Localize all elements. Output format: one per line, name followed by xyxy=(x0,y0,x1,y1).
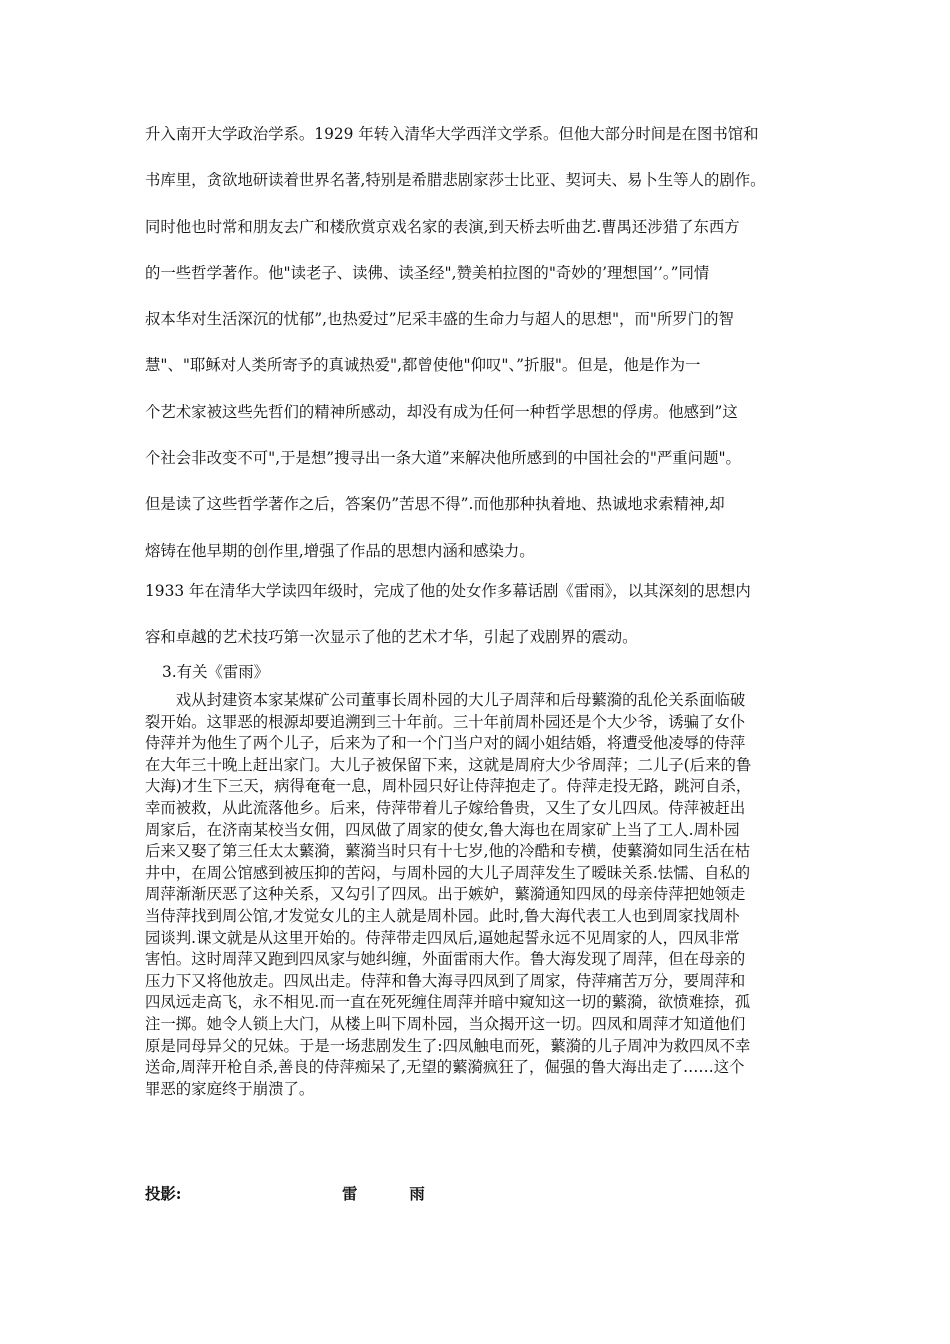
text-line: 但是读了这些哲学著作之后，答案仍”苦思不得”.而他那种执着地、热诚地求索精神,却 xyxy=(145,495,725,514)
text-line: 的一些哲学著作。他"读老子、读佛、读圣经",赞美柏拉图的"奇妙的’理想国’’。”同情 xyxy=(145,263,710,282)
text-line: 书库里，贪欲地研读着世界名著,特别是希腊悲剧家莎士比亚、契诃夫、易卜生等人的剧作。 xyxy=(145,171,766,190)
text-line: 后来又娶了第三任太太蘩漪，蘩漪当时只有十七岁,他的冷酷和专横，使蘩漪如同生活在枯 xyxy=(145,842,751,861)
text-line: 罪恶的家庭终于崩溃了。 xyxy=(145,1079,315,1098)
text-line: 戏从封建资本家某煤矿公司董事长周朴园的大儿子周萍和后母蘩漪的乱伦关系面临破 xyxy=(145,691,746,709)
paragraph-biography xyxy=(145,111,825,574)
projection-title: 雷雨 xyxy=(342,1185,477,1203)
section-heading: 3.有关《雷雨》 xyxy=(162,663,270,681)
text-line: 幸而被救，从此流落他乡。后来，侍萍带着儿子嫁给鲁贵，又生了女儿四凤。侍萍被赶出 xyxy=(145,798,746,817)
text-line: 周萍渐渐厌恶了这种关系，又勾引了四凤。出于嫉妒，蘩漪通知四凤的母亲侍萍把她领走 xyxy=(145,885,746,904)
text-line: 1933 年在清华大学读四年级时，完成了他的处女作多幕话剧《雷雨》，以其深刻的思想内 xyxy=(145,582,751,600)
text-line: 容和卓越的艺术技巧第一次显示了他的艺术才华，引起了戏剧界的震动。 xyxy=(145,628,638,647)
text-line: 害怕。这时周萍又跑到四凤家与她纠缠，外面雷雨大作。鲁大海发现了周萍，但在母亲的 xyxy=(145,950,746,969)
text-line: 大海)才生下三天，病得奄奄一息，周朴园只好让侍萍抱走了。侍萍走投无路，跳河自杀， xyxy=(145,777,752,796)
text-line: 叔本华对生活深沉的忧郁”,也热爱过”尼采丰盛的生命力与超人的思想"，而"所罗门的智 xyxy=(145,310,734,329)
text-line: 个艺术家被这些先哲们的精神所感动，却没有成为任何一种哲学思想的俘虏。他感到”这 xyxy=(145,402,738,421)
text-line: 压力下又将他放走。四凤出走。侍萍和鲁大海寻四凤到了周家，侍萍痛苦万分，要周萍和 xyxy=(145,971,746,990)
text-line: 当侍萍找到周公馆,才发觉女儿的主人就是周朴园。此时,鲁大海代表工人也到周家找周朴 xyxy=(145,906,740,925)
text-line: 园谈判.课文就是从这里开始的。侍萍带走四凤后,逼她起誓永远不见周家的人，四凤非常 xyxy=(145,928,740,947)
text-line: 熔铸在他早期的创作里,增强了作品的思想内涵和感染力。 xyxy=(145,541,535,560)
paragraph-debut xyxy=(145,568,825,661)
text-line: 侍萍并为他生了两个儿子，后来为了和一个门当户对的阔小姐结婚，将遭受他凌辱的侍萍 xyxy=(145,734,746,753)
text-line: 周家后，在济南某校当女佣，四凤做了周家的使女,鲁大海也在周家矿上当了工人.周朴园 xyxy=(145,820,740,839)
text-line: 四凤远走高飞，永不相见.而一直在死死缠住周萍并暗中窥知这一切的蘩漪，欲愤难捺，孤 xyxy=(145,993,751,1012)
text-line: 个社会非改变不可",于是想”搜寻出一条大道”来解决他所感到的中国社会的"严重问题"。 xyxy=(145,449,741,468)
text-line: 裂开始。这罪恶的根源却要追溯到三十年前。三十年前周朴园还是个大少爷，诱骗了女仆 xyxy=(145,712,746,731)
text-line: 井中，在周公馆感到被压抑的苦闷，与周朴园的大儿子周萍发生了暧昧关系.怯懦、自私的 xyxy=(145,863,751,882)
paragraph-plot-summary xyxy=(145,690,825,1100)
text-line: 原是同母异父的兄妹。于是一场悲剧发生了:四凤触电而死，蘩漪的儿子周冲为救四凤不幸 xyxy=(145,1036,751,1055)
text-line: 升入南开大学政治学系。1929 年转入清华大学西洋文学系。但他大部分时间是在图书馆和 xyxy=(145,125,759,143)
text-line: 注一掷。她令人锁上大门，从楼上叫下周朴园，当众揭开这一切。四凤和周萍才知道他们 xyxy=(145,1014,746,1033)
text-line: 同时他也时常和朋友去广和楼欣赏京戏名家的表演,到天桥去听曲艺.曹禺还涉猎了东西方 xyxy=(145,217,740,236)
projection-label: 投影: xyxy=(145,1185,182,1203)
text-line: 送命,周萍开枪自杀,善良的侍萍痴呆了,无望的蘩漪疯狂了，倔强的鲁大海出走了……这个 xyxy=(145,1058,745,1077)
text-line: 在大年三十晚上赶出家门。大儿子被保留下来，这就是周府大少爷周萍；二儿子(后来的鲁 xyxy=(145,755,752,774)
text-line: 慧"、"耶稣对人类所寄予的真诚热爱",都曾使他"仰叹"、”折服"。但是，他是作为一 xyxy=(145,356,701,375)
